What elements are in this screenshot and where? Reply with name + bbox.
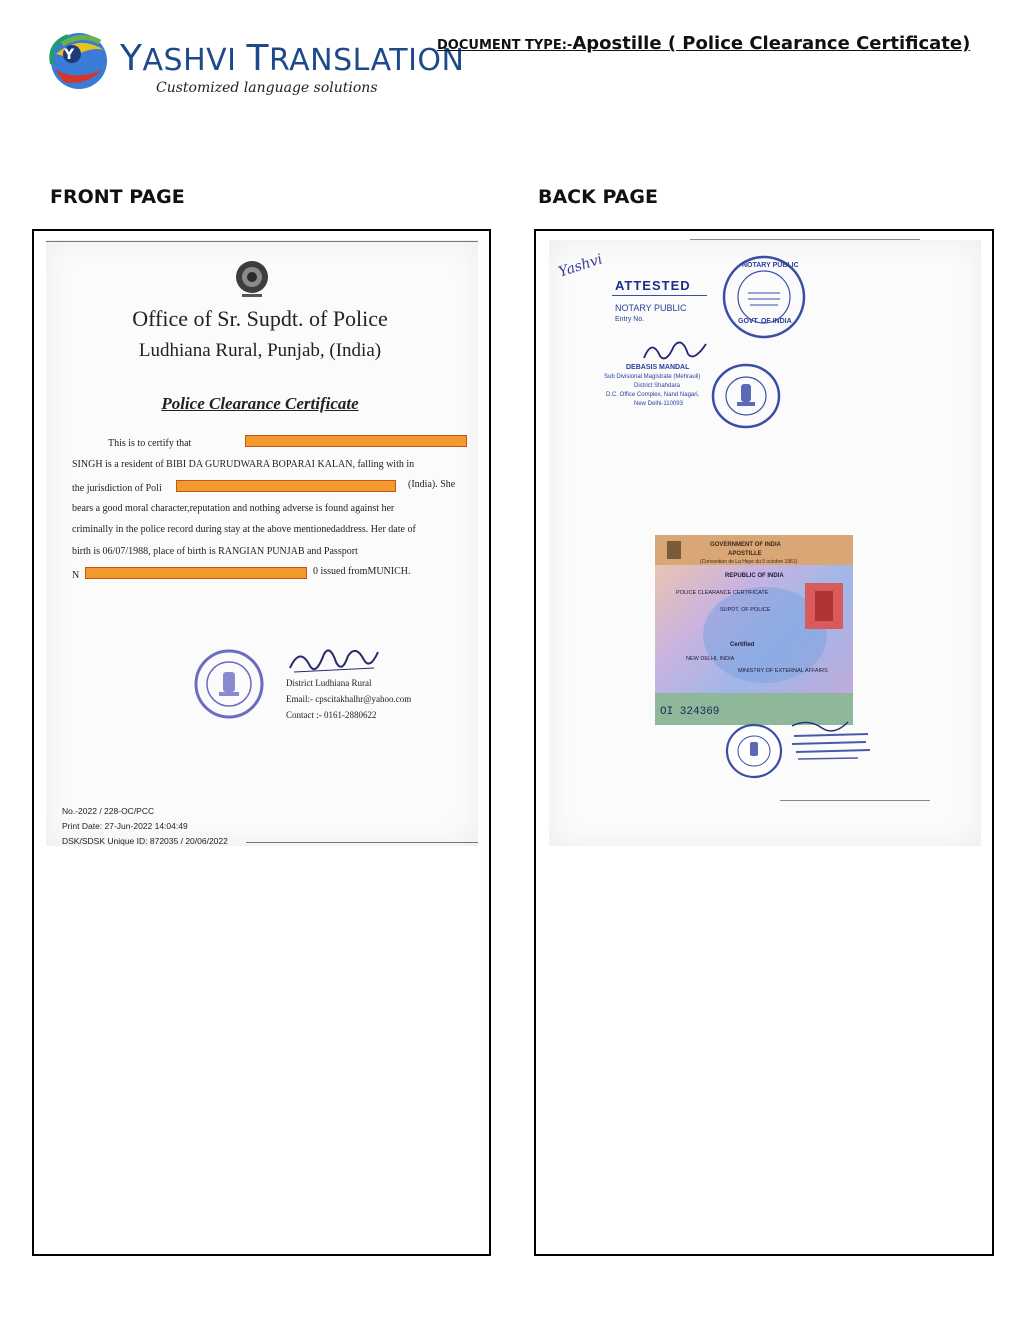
company-logo-globe <box>42 24 116 98</box>
notary-public-text: NOTARY PUBLIC <box>615 303 687 313</box>
back-scan-edge-bottom <box>780 800 930 801</box>
attested-rule <box>612 295 707 296</box>
front-page-label: FRONT PAGE <box>50 186 185 208</box>
apostille-header: GOVERNMENT OF INDIA <box>710 542 782 548</box>
print-date: Print Date: 27-Jun-2022 14:04:49 <box>62 821 188 831</box>
ministry-round-seal-icon <box>724 722 784 780</box>
certificate-title: Police Clearance Certificate <box>161 394 359 413</box>
magistrate-district: District Shahdara <box>634 383 681 389</box>
redaction-name <box>245 435 467 447</box>
certificate-line-7b: 0 issued fromMUNICH. <box>313 566 411 577</box>
handwritten-note: Yashvi <box>556 251 605 281</box>
magistrate-office: D.C. Office Complex, Nand Nagari, <box>606 392 700 398</box>
scan-edge-bottom <box>246 842 478 843</box>
reference-number: No.-2022 / 228-OC/PCC <box>62 806 155 816</box>
redaction-police-station <box>176 480 396 492</box>
certificate-line-4: bears a good moral character,reputation and nothing adverse is found against her <box>72 503 395 514</box>
apostille-convention: (Convention de La Haye du 5 octobre 1961) <box>700 559 798 565</box>
apostille-signed: SUPDT. OF POLICE <box>720 607 771 613</box>
signature-designation: District Ludhiana Rural <box>286 678 372 688</box>
apostille-place: NEW DELHI, INDIA <box>686 656 735 662</box>
punjab-police-emblem-icon <box>234 259 270 299</box>
apostille-number: OI 324369 <box>660 706 720 718</box>
document-type-value: Apostille ( Police Clearance Certificate) <box>572 33 971 54</box>
office-district: Ludhiana Rural, Punjab, (India) <box>138 340 382 361</box>
unique-id: DSK/SDSK Unique ID: 872035 / 20/06/2022 <box>62 836 228 846</box>
logo-y: Y <box>120 38 143 79</box>
office-email: Email:- cpscitakhalhr@yahoo.com <box>286 694 412 704</box>
magistrate-signature-icon <box>640 336 710 366</box>
apostille-document: POLICE CLEARANCE CERTIFICATE <box>676 590 769 596</box>
apostille-country: REPUBLIC OF INDIA <box>725 573 784 579</box>
certificate-line-6: birth is 06/07/1988, place of birth is RANGIAN PUNJAB and Passport <box>72 546 358 557</box>
back-scan-edge-top <box>690 239 920 240</box>
attested-stamp: ATTESTED <box>615 278 691 293</box>
magistrate-title: Sub Divisional Magistrate (Mehrauli) <box>604 374 701 380</box>
scan-edge-top <box>46 241 478 242</box>
officer-signature-icon <box>286 640 381 680</box>
officer-stamp-block-icon <box>788 716 872 764</box>
apostille-certified: Certified <box>730 642 755 648</box>
company-logo-title <box>120 38 465 79</box>
svg-text:Y: Y <box>64 47 75 63</box>
document-type-label: DOCUMENT TYPE:- <box>437 38 573 53</box>
logo-ashvi: ASHVI <box>142 43 247 78</box>
logo-ranslation: RANSLATION <box>269 43 465 78</box>
certificate-line-1: This is to certify that <box>108 438 192 449</box>
office-title: Office of Sr. Supdt. of Police <box>132 306 388 331</box>
entry-number: Entry No. <box>615 316 645 323</box>
certificate-line-7a: N <box>72 570 80 581</box>
certificate-line-5: criminally in the police record during stay at the above mentionedaddress. Her date of <box>72 524 416 535</box>
document-type-heading <box>437 33 970 54</box>
logo-t: T <box>246 38 270 79</box>
certificate-line-2: SINGH is a resident of BIBI DA GURUDWARA BOPARAI KALAN, falling with in <box>72 459 415 470</box>
redaction-passport-number <box>85 567 307 579</box>
certificate-line-3b: (India). She <box>408 479 456 490</box>
apostille-sub: APOSTILLE <box>728 551 762 557</box>
back-page-label: BACK PAGE <box>538 186 658 208</box>
magistrate-name: DEBASIS MANDAL <box>626 364 690 371</box>
notary-seal-top-text: NOTARY PUBLIC <box>742 262 799 269</box>
certificate-line-3a: the jurisdiction of Poli <box>72 483 162 494</box>
notary-seal-bottom-text: GOVT. OF INDIA <box>738 318 792 325</box>
apostille-ministry: MINISTRY OF EXTERNAL AFFAIRS <box>738 668 828 674</box>
office-contact: Contact :- 0161-2880622 <box>286 710 377 720</box>
company-tagline: Customized language solutions <box>156 80 378 96</box>
magistrate-round-seal-icon <box>710 362 782 430</box>
magistrate-city: New Delhi-110093 <box>634 401 683 407</box>
police-round-seal-icon <box>193 648 265 720</box>
